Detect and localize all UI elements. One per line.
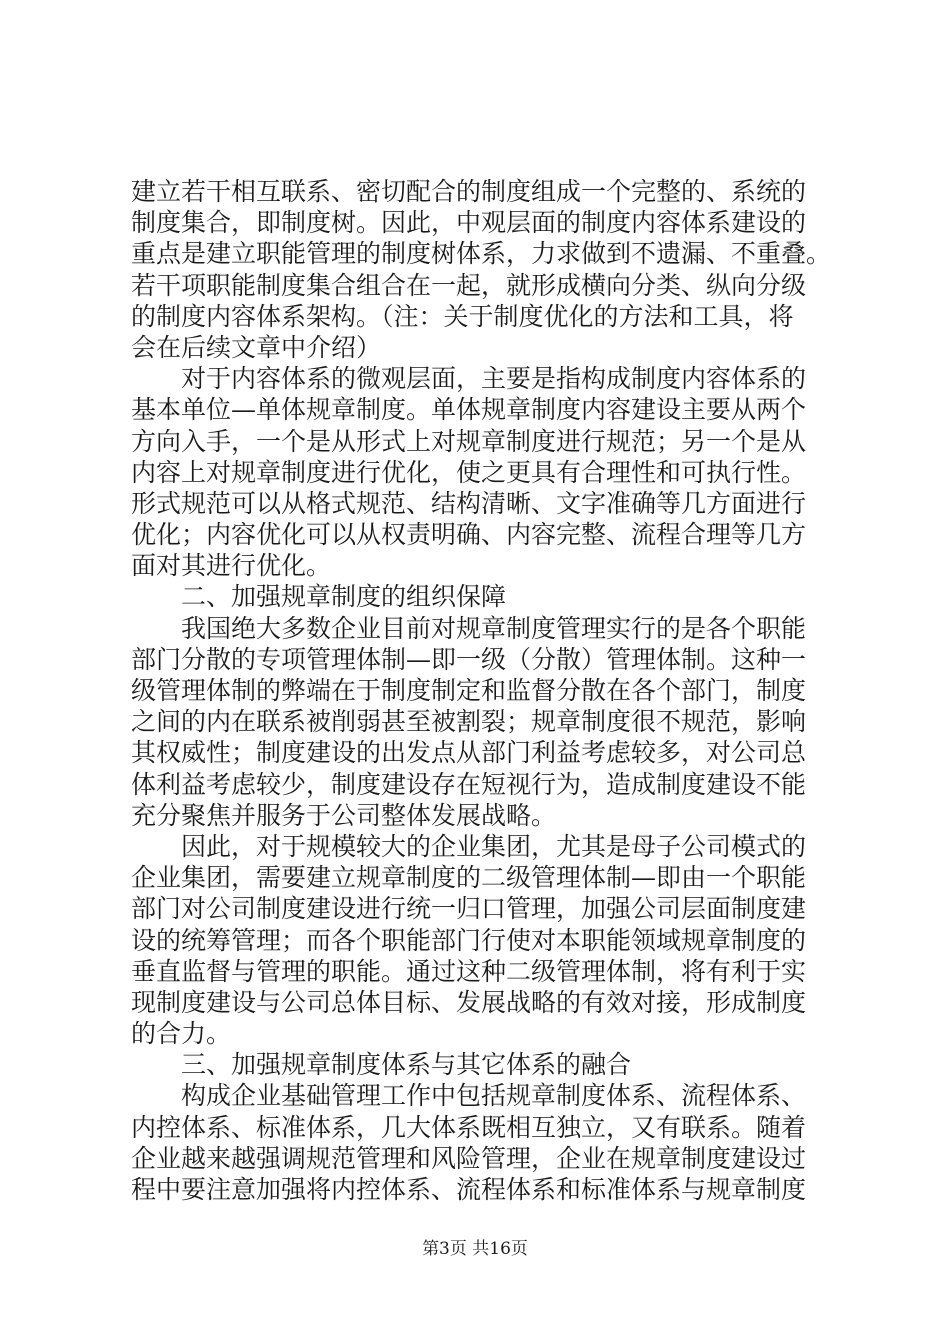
text-line: 我国绝大多数企业目前对规章制度管理实行的是各个职能	[181, 613, 807, 643]
text-line: 充分聚焦并服务于公司整体发展战略。	[131, 800, 557, 830]
text-line: 垂直监督与管理的职能。通过这种二级管理体制，将有利于实	[131, 956, 807, 986]
text-line: 的制度内容体系架构。（注：关于制度优化的方法和工具，将	[131, 301, 794, 331]
text-line: 方向入手，一个是从形式上对规章制度进行规范；另一个是从	[131, 426, 807, 456]
text-line: 形式规范可以从格式规范、结构清晰、文字准确等几方面进行	[131, 488, 807, 518]
text-line: 基本单位—单体规章制度。单体规章制度内容建设主要从两个	[131, 395, 807, 425]
text-line: 面对其进行优化。	[131, 551, 332, 581]
text-line: 因此，对于规模较大的企业集团，尤其是母子公司模式的	[181, 831, 807, 861]
text-line: 内容上对规章制度进行优化，使之更具有合理性和可执行性。	[131, 457, 807, 487]
text-line: 部门对公司制度建设进行统一归口管理，加强公司层面制度建	[131, 894, 807, 924]
text-line: 级管理体制的弊端在于制度制定和监督分散在各个部门，制度	[131, 676, 807, 705]
text-line: 企业集团，需要建立规章制度的二级管理体制—即由一个职能	[131, 863, 807, 893]
text-line: 程中要注意加强将内控体系、流程体系和标准体系与规章制度	[131, 1175, 807, 1204]
text-line: 对于内容体系的微观层面，主要是指构成制度内容体系的	[181, 364, 807, 394]
text-line: 内控体系、标准体系，几大体系既相互独立，又有联系。随着	[131, 1112, 807, 1142]
text-line: 之间的内在联系被削弱甚至被割裂；规章制度很不规范，影响	[131, 707, 807, 737]
page-footer: 第3页 共16页	[422, 1239, 528, 1259]
text-line: 二、加强规章制度的组织保障	[181, 582, 507, 612]
text-line: 三、加强规章制度体系与其它体系的融合	[181, 1050, 632, 1080]
text-line: 制度集合，即制度树。因此，中观层面的制度内容体系建设的	[131, 208, 807, 238]
text-line: 优化；内容优化可以从权责明确、内容完整、流程合理等几方	[131, 520, 807, 550]
text-line: 部门分散的专项管理体制—即一级（分散）管理体制。这种一	[131, 644, 807, 674]
text-line: 现制度建设与公司总体目标、发展战略的有效对接，形成制度	[131, 987, 807, 1017]
text-line: 其权威性；制度建设的出发点从部门利益考虑较多，对公司总	[131, 738, 807, 768]
text-line: 设的统筹管理；而各个职能部门行使对本职能领域规章制度的	[131, 925, 807, 955]
text-line: 企业越来越强调规范管理和风险管理，企业在规章制度建设过	[131, 1143, 807, 1173]
text-line: 若干项职能制度集合组合在一起，就形成横向分类、纵向分级	[131, 270, 807, 300]
text-line: 的合力。	[131, 1019, 232, 1049]
text-line: 体利益考虑较少，制度建设存在短视行为，造成制度建设不能	[131, 769, 807, 799]
text-line: 构成企业基础管理工作中包括规章制度体系、流程体系、	[181, 1081, 807, 1111]
text-line: 重点是建立职能管理的制度树体系，力求做到不遗漏、不重叠。	[131, 239, 832, 269]
body-text	[131, 176, 831, 1205]
text-line: 建立若干相互联系、密切配合的制度组成一个完整的、系统的	[131, 177, 807, 206]
text-line: 会在后续文章中介绍）	[131, 332, 382, 362]
